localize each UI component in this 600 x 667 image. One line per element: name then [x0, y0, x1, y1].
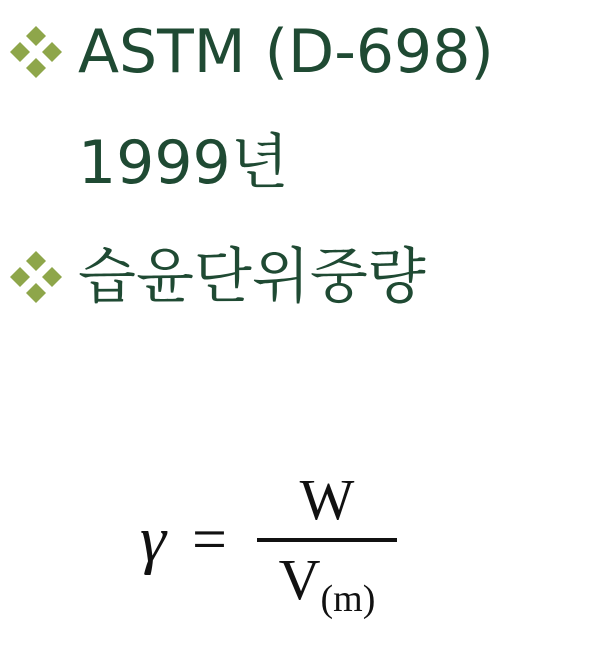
- bullet-text-wet-unit-weight: 습윤단위중량: [78, 242, 426, 312]
- four-diamond-bullet-icon: [0, 245, 72, 309]
- formula-gamma: γ: [140, 502, 167, 576]
- bullet-item-wet-unit-weight: [0, 242, 426, 312]
- bullet-text-astm: ASTM (D-698): [78, 17, 494, 87]
- unit-weight-formula: [140, 467, 397, 620]
- formula-denominator-base: V: [278, 546, 321, 612]
- bullet-item-year: [78, 128, 289, 198]
- bullet-item-astm: [0, 17, 494, 87]
- formula-denominator-subscript: (m): [320, 577, 376, 620]
- formula-fraction: [257, 467, 397, 620]
- formula-numerator: W: [299, 467, 355, 532]
- four-diamond-bullet-icon: [0, 20, 72, 84]
- bullet-text-year: 1999년: [78, 128, 289, 198]
- formula-denominator: [278, 542, 376, 620]
- formula-equals: =: [192, 505, 227, 574]
